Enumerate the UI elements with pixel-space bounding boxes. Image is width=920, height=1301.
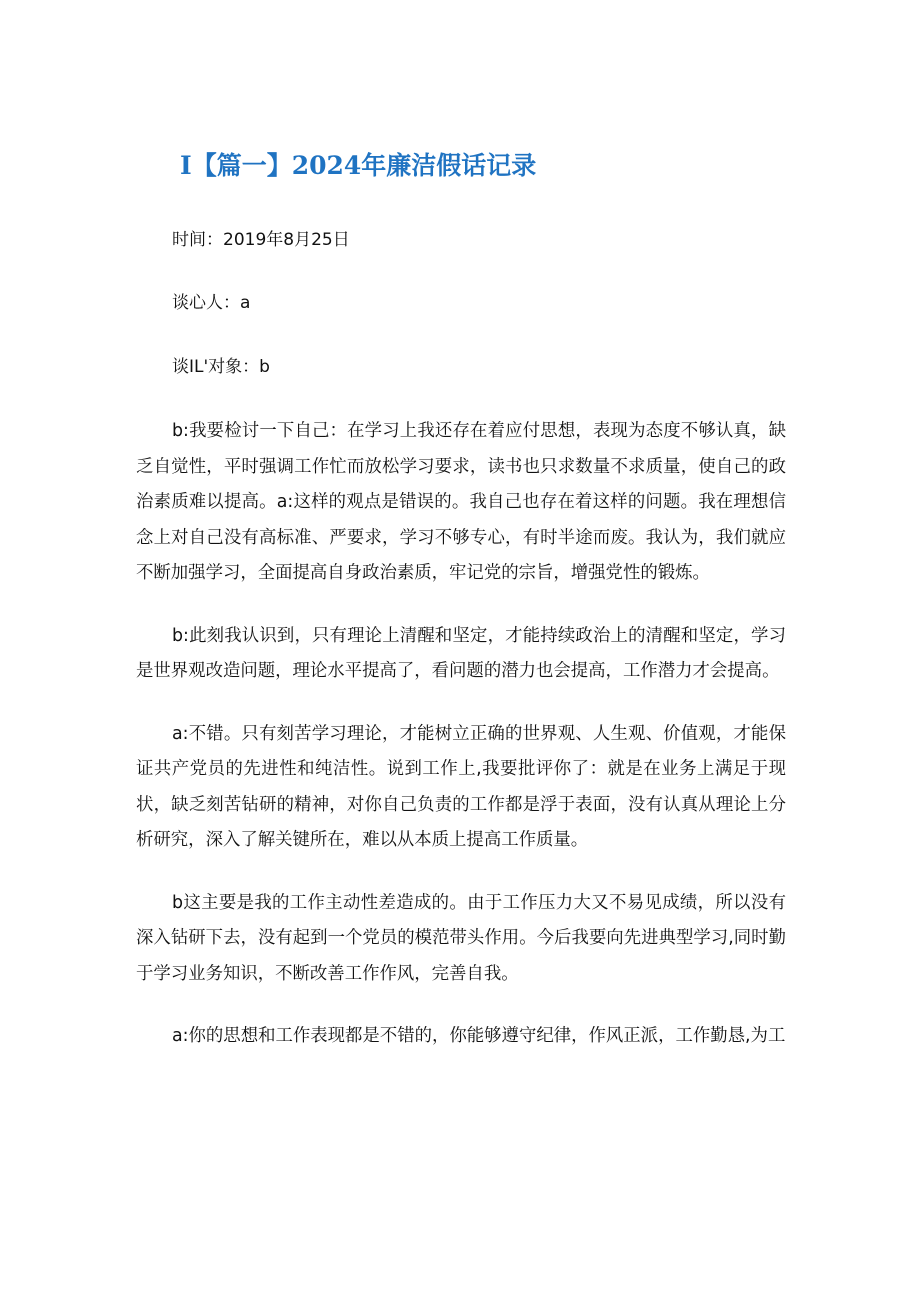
document-title: I【篇一】2024年廉洁假话记录 bbox=[180, 151, 537, 180]
paragraph: a:你的思想和工作表现都是不错的，你能够遵守纪律，作风正派，工作勤恳,为工 bbox=[172, 1026, 786, 1046]
paragraph: b:此刻我认识到，只有理论上清醒和坚定，才能持续政治上的清醒和坚定，学习是世界观改造问题，理论水平提高了，看问题的潜力也会提高，工作潜力才会提高。 bbox=[136, 625, 786, 681]
talker: 谈心人：a bbox=[172, 293, 251, 313]
meeting-time: 时间：2019年8月25日 bbox=[172, 230, 350, 250]
talk-target: 谈IL'对象：b bbox=[172, 357, 270, 377]
paragraph: a:不错。只有刻苦学习理论，才能树立正确的世界观、人生观、价值观，才能保证共产党员的先进性和纯洁性。说到工作上,我要批评你了：就是在业务上满足于现状，缺乏刻苦钻研的精神，对你自己负责的工作都是浮于表面，没有认真从理论上分析研究，深入了解关键所在，难以从本质上提高工作质量。 bbox=[136, 723, 786, 850]
document-body bbox=[136, 414, 786, 1082]
paragraph: b:我要检讨一下自己：在学习上我还存在着应付思想，表现为态度不够认真，缺乏自觉性，平时强调工作忙而放松学习要求，读书也只求数量不求质量，使自己的政治素质难以提高。a:这样的观点是错误的。我自己也存在着这样的问题。我在理想信念上对自己没有高标准、严要求，学习不够专心，有时半途而废。我认为，我们就应不断加强学习，全面提高自身政治素质，牢记党的宗旨，增强党性的锻炼。 bbox=[136, 421, 786, 583]
paragraph: b这主要是我的工作主动性差造成的。由于工作压力大又不易见成绩，所以没有深入钻研下去，没有起到一个党员的模范带头作用。今后我要向先进典型学习,同时勤于学习业务知识，不断改善工作作风，完善自我。 bbox=[136, 892, 786, 984]
